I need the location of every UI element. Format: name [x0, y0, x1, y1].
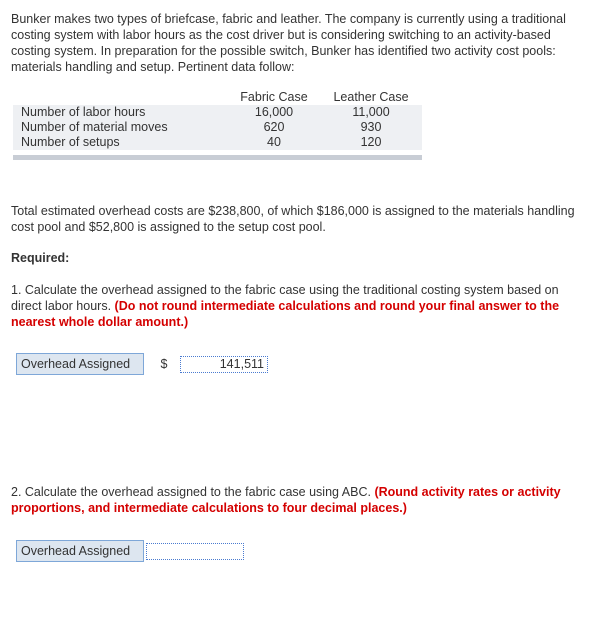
question-1: [11, 282, 591, 330]
answer-1-row: [16, 353, 268, 375]
question-1-text: 1. Calculate the overhead assigned to the fabric case using the traditional costing system based on direct labor hours.: [11, 283, 559, 313]
row-label: Number of material moves: [13, 120, 228, 135]
row-fabric-value: 16,000: [228, 105, 320, 120]
table-bottom-rule: [13, 155, 422, 160]
answer-2-row: [16, 540, 244, 562]
data-table-container: [13, 89, 422, 150]
table-row: [13, 105, 422, 120]
answer-1-label: Overhead Assigned: [16, 353, 144, 375]
intro-paragraph: Bunker makes two types of briefcase, fabric and leather. The company is currently using a traditional costing system with labor hours as the cost driver but is considering switching to an activity-based costing system. In preparation for the possible switch, Bunker has identified two activity cost pools: materials handling and setup. Pertinent data follow:: [11, 12, 566, 74]
row-fabric-value: 620: [228, 120, 320, 135]
answer-1-currency: $: [160, 357, 168, 371]
row-label: Number of setups: [13, 135, 228, 150]
table-row: [13, 120, 422, 135]
row-leather-value: 11,000: [320, 105, 422, 120]
row-fabric-value: 40: [228, 135, 320, 150]
row-leather-value: 930: [320, 120, 422, 135]
table-header-fabric: Fabric Case: [228, 89, 320, 105]
row-label: Number of labor hours: [13, 105, 228, 120]
total-overhead-paragraph: Total estimated overhead costs are $238,800, of which $186,000 is assigned to the materials handling cost pool and $52,800 is assigned to the setup cost pool.: [11, 204, 575, 234]
table-header-blank: [13, 89, 228, 105]
question-1-instruction: (Do not round intermediate calculations and round your final answer to the nearest whole dollar amount.): [11, 299, 560, 329]
answer-2-input[interactable]: [146, 543, 244, 560]
required-heading: Required:: [11, 251, 70, 265]
question-2: [11, 484, 591, 516]
table-row: [13, 135, 422, 150]
question-2-text: 2. Calculate the overhead assigned to the fabric case using ABC.: [11, 485, 371, 499]
question-2-instruction: (Round activity rates or activity proportions, and intermediate calculations to four decimal places.): [11, 485, 561, 515]
answer-1-input[interactable]: [180, 356, 268, 373]
row-leather-value: 120: [320, 135, 422, 150]
data-table: [13, 89, 422, 150]
table-header-row: [13, 89, 422, 105]
table-header-leather: Leather Case: [320, 89, 422, 105]
answer-2-label: Overhead Assigned: [16, 540, 144, 562]
